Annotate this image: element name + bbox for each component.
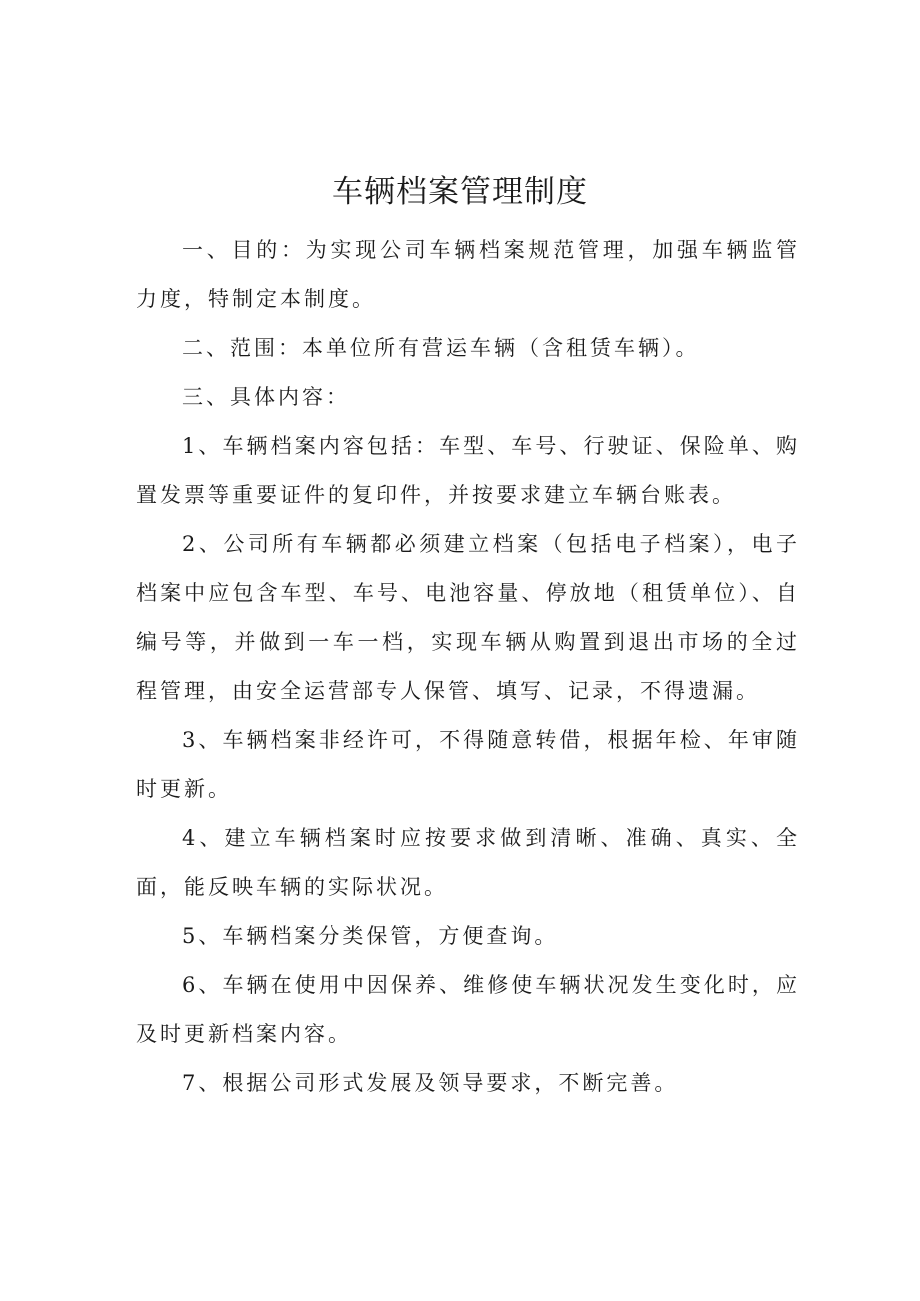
- paragraph-item-2: 2、公司所有车辆都必须建立档案（包括电子档案），电子档案中应包含车型、车号、电池容量、停放地（租赁单位）、自编号等，并做到一车一档，实现车辆从购置到退出市场的全过程管理，由安全运营部专人保管、填写、记录，不得遗漏。: [136, 532, 800, 703]
- paragraph-item-7: 7、根据公司形式发展及领导要求，不断完善。: [182, 1071, 679, 1095]
- paragraph-purpose: 一、目的：为实现公司车辆档案规范管理，加强车辆监管力度，特制定本制度。: [136, 238, 800, 311]
- document-title: 车辆档案管理制度: [332, 174, 588, 210]
- paragraph-content-heading: 三、具体内容：: [182, 385, 350, 409]
- paragraph-item-3: 3、车辆档案非经许可，不得随意转借，根据年检、年审随时更新。: [136, 728, 800, 801]
- paragraph-item-1: 1、车辆档案内容包括：车型、车号、行驶证、保险单、购置发票等重要证件的复印件，并按要求建立车辆台账表。: [136, 434, 800, 507]
- paragraph-item-6: 6、车辆在使用中因保养、维修使车辆状况发生变化时，应及时更新档案内容。: [136, 973, 800, 1046]
- paragraph-item-5: 5、车辆档案分类保管，方便查询。: [182, 924, 559, 948]
- paragraph-item-4: 4、建立车辆档案时应按要求做到清晰、准确、真实、全面，能反映车辆的实际状况。: [136, 826, 800, 899]
- paragraph-scope: 二、范围：本单位所有营运车辆（含租赁车辆）。: [182, 336, 700, 360]
- document-body: [136, 226, 800, 1108]
